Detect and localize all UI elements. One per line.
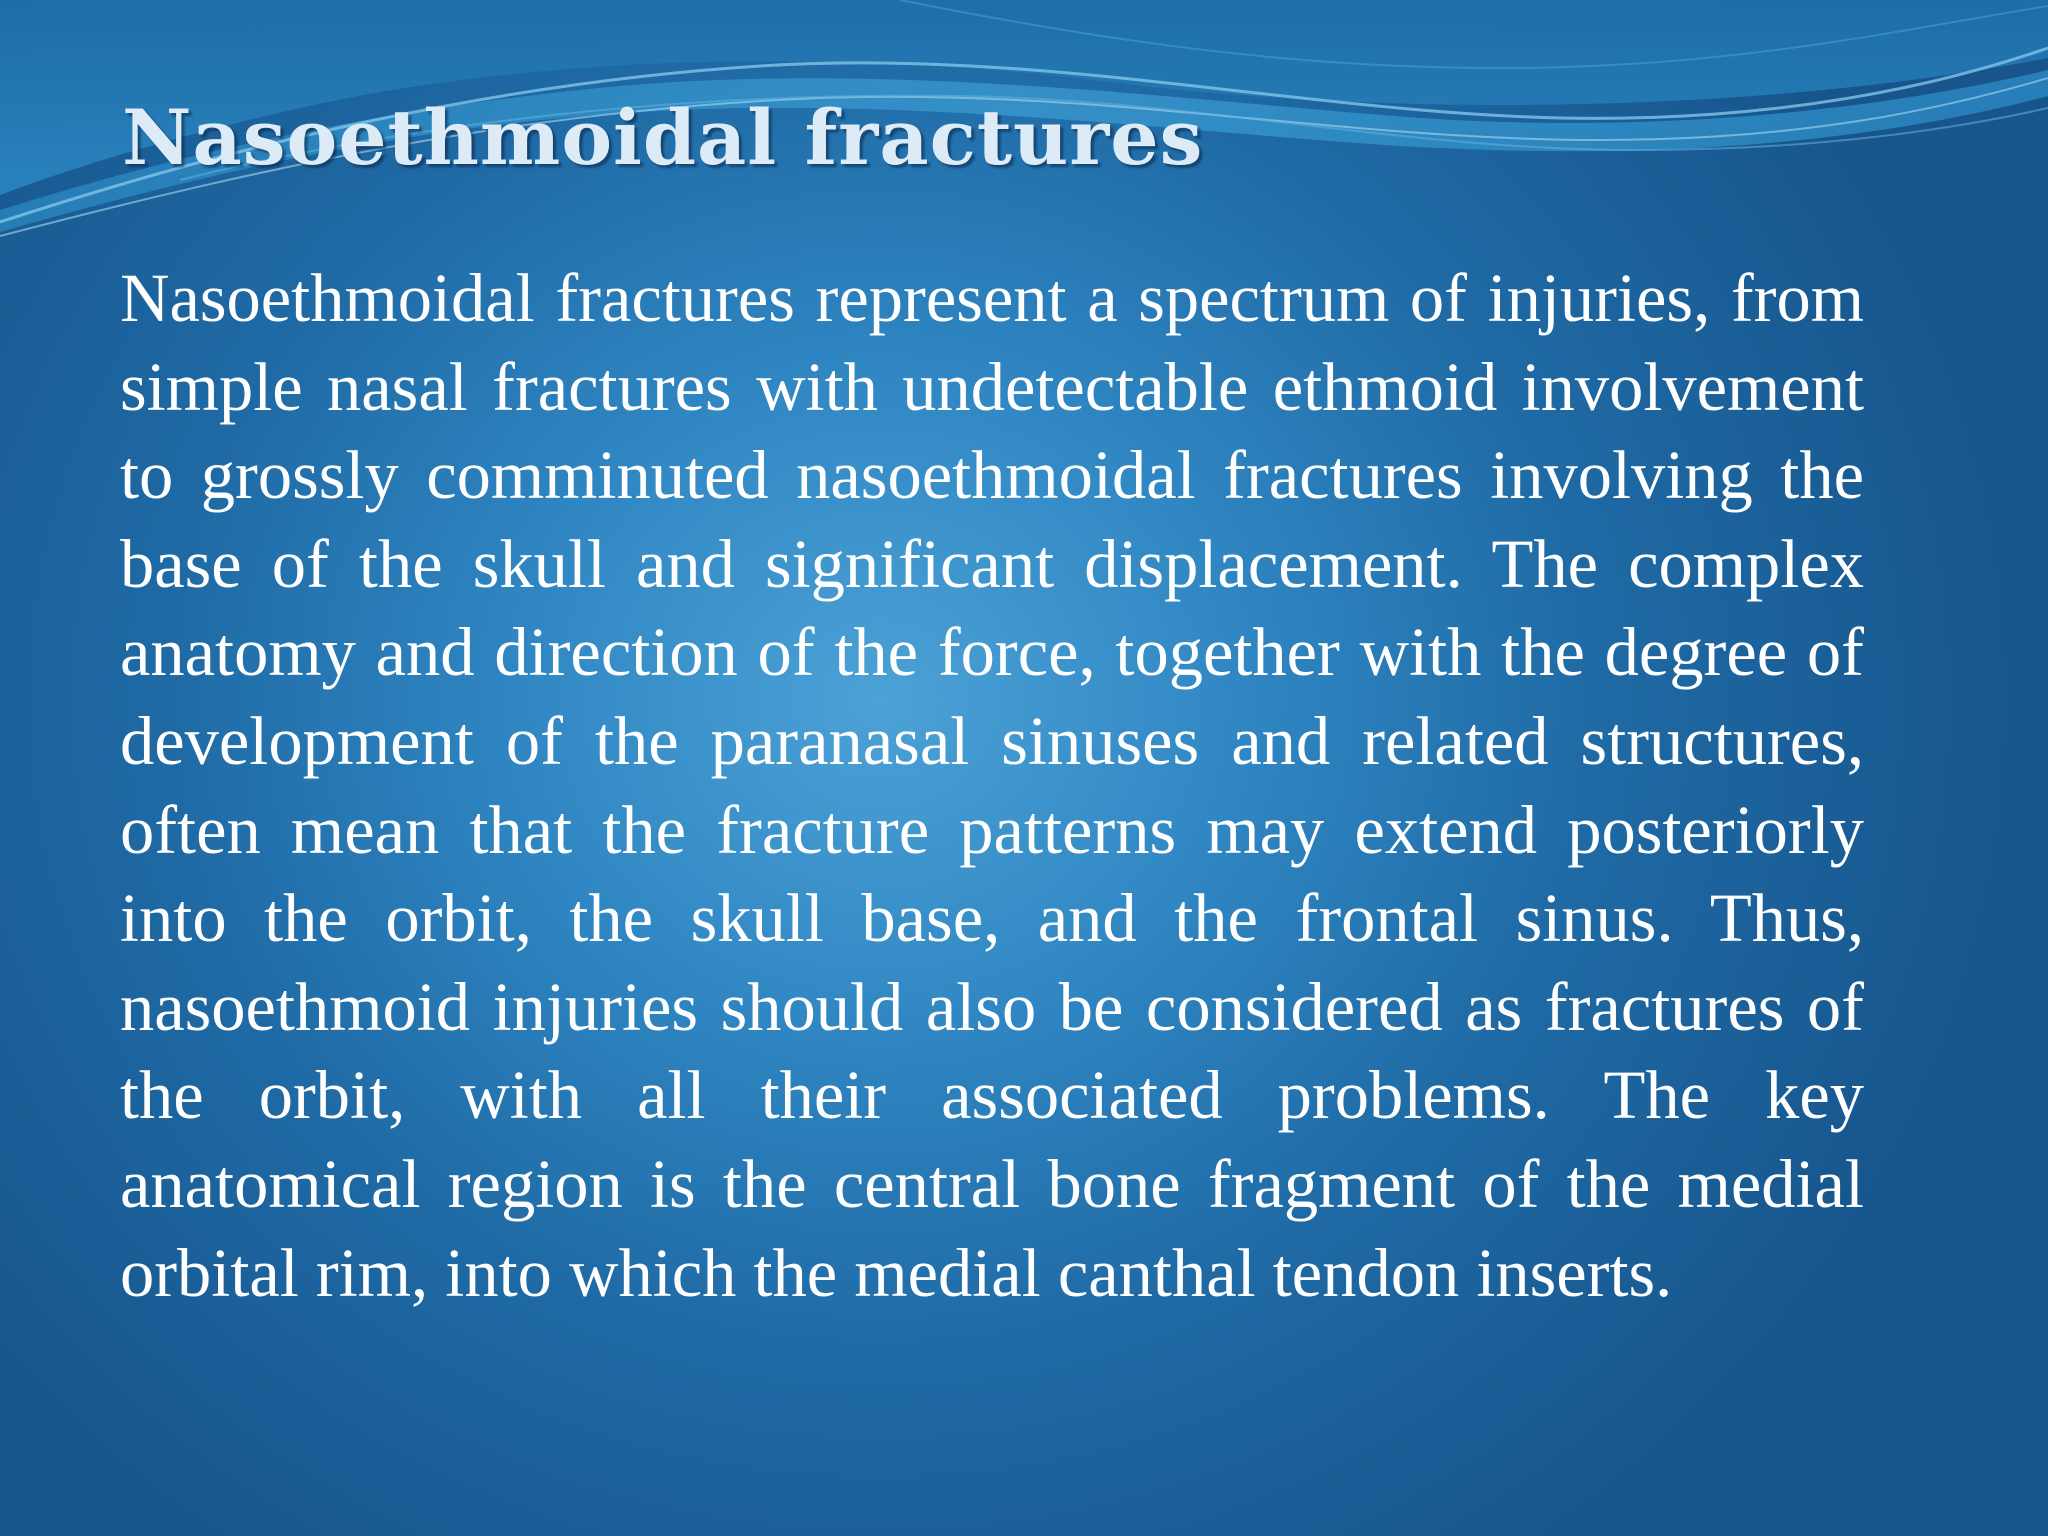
slide-title: Nasoethmoidal fractures xyxy=(122,93,1204,182)
slide-body-text: Nasoethmoidal fractures represent a spectrum of injuries, from simple nasal fractures with undetectable ethmoid involvement to grossly comminuted nasoethmoidal fractures involving the base of the skull and significant displacement. The complex anatomy and direction of the force, together with the degree of development of the paranasal sinuses and related structures, often mean that the fracture patterns may extend posteriorly into the orbit, the skull base, and the frontal sinus. Thus, nasoethmoid injuries should also be considered as fractures of the orbit, with all their associated problems. The key anatomical region is the central bone fragment of the medial orbital rim, into which the medial canthal tendon inserts. xyxy=(120,260,1864,1311)
